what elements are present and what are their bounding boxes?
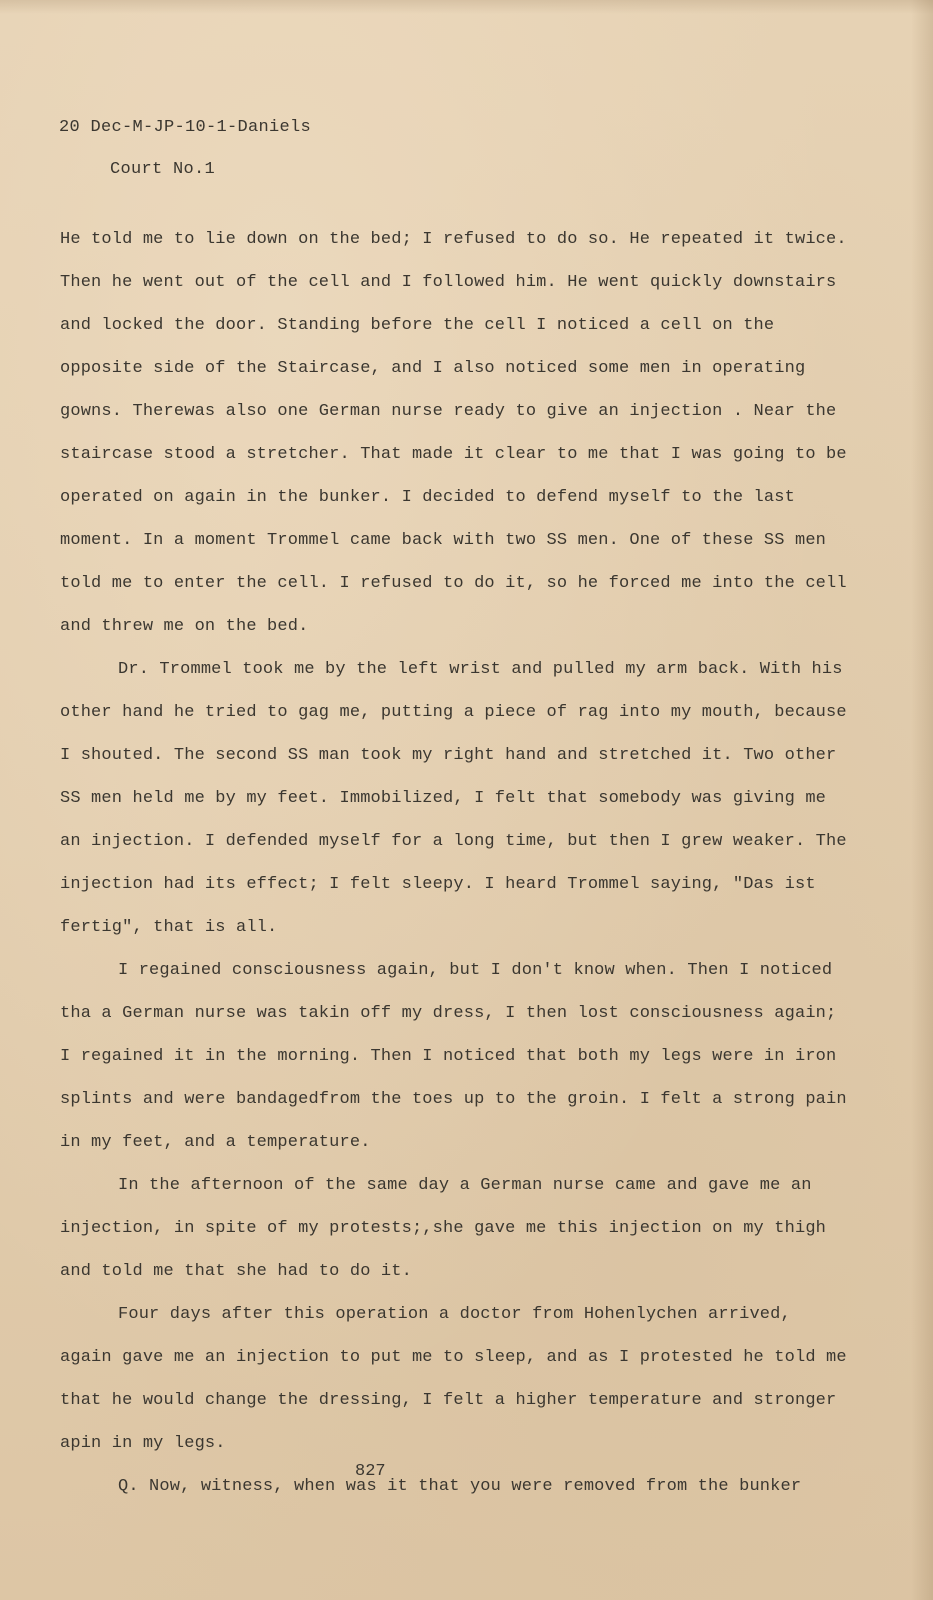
transcript-body	[60, 218, 858, 1508]
page-edge-shadow	[911, 0, 933, 1600]
document-header: 20 Dec-M-JP-10-1-Daniels	[59, 118, 312, 137]
paragraph-6: Q. Now, witness, when was it that you were removed from the bunker	[118, 1477, 802, 1496]
paragraph-3: I regained consciousness again, but I don't know when. Then I noticed tha a German nurse was takin off my dress, I then lost consciousness again; I regained it in the morning. Then I noticed that both my legs were in iron splints and were bandagedfrom the toes up to the groin. I felt a strong pain in my feet, and a temperature.	[60, 961, 858, 1152]
paragraph-1: He told me to lie down on the bed; I refused to do so. He repeated it twice. Then he went out of the cell and I followed him. He went quickly downstairs and locked the door. Standing before the cell I noticed a cell on the opposite side of the Staircase, and I also noticed some men in operating gowns. Therewas also one German nurse ready to give an injection . Near the staircase stood a stretcher. That made it clear to me that I was going to be operated on again in the bunker. I decided to defend myself to the last moment. In a moment Trommel came back with two SS men. One of these SS men told me to enter the cell. I refused to do it, so he forced me into the cell and threw me on the bed.	[60, 230, 858, 636]
court-label: Court No.1	[110, 160, 216, 179]
page-number: 827	[355, 1462, 386, 1481]
page-top-shadow	[0, 0, 933, 14]
paragraph-5: Four days after this operation a doctor from Hohenlychen arrived, again gave me an injection to put me to sleep, and as I protested he told me that he would change the dressing, I felt a higher temperature and stronger apin in my legs.	[60, 1305, 858, 1453]
paragraph-4: In the afternoon of the same day a German nurse came and gave me an injection, in spite of my protests;,she gave me this injection on my thigh and told me that she had to do it.	[60, 1176, 837, 1281]
paragraph-2: Dr. Trommel took me by the left wrist and pulled my arm back. With his other hand he tried to gag me, putting a piece of rag into my mouth, because I shouted. The second SS man took my right hand and stretched it. Two other SS men held me by my feet. Immobilized, I felt that somebody was giving me an injection. I defended myself for a long time, but then I grew weaker. The injection had its effect; I felt sleepy. I heard Trommel saying, "Das ist fertig", that is all.	[60, 660, 858, 937]
